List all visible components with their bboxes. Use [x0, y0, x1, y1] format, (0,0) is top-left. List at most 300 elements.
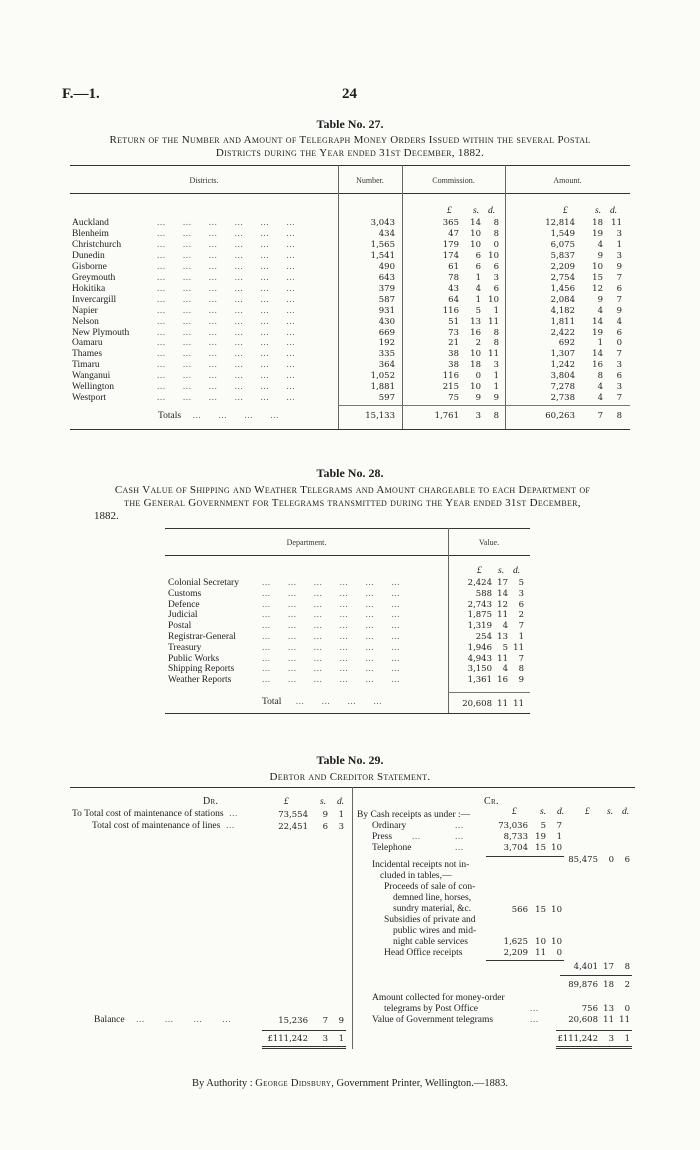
subsidies-shillings: 10: [535, 937, 546, 947]
order-count: 379: [378, 284, 395, 294]
order-count: 192: [378, 338, 395, 348]
amount-pounds: 4,182: [550, 306, 575, 316]
incidental-heading-2: cluded in tables,—: [380, 871, 452, 881]
cr-press-label: Press: [372, 832, 393, 842]
proceeds-line-3: sundry material, &c.: [393, 904, 472, 914]
imprint-footer: [0, 1078, 700, 1089]
commission-shillings: 10: [470, 240, 481, 250]
commission-pence: 6: [493, 262, 499, 272]
cr-ordinary-dots: ...: [455, 821, 464, 831]
order-count: 1,565: [370, 240, 395, 250]
commission-pence: 9: [493, 393, 499, 403]
cr-press-dots-1: ...: [412, 832, 421, 842]
commission-shillings: 10: [470, 349, 481, 359]
order-count: 597: [378, 393, 395, 403]
proceeds-pounds: 566: [511, 905, 528, 915]
amount-pence: 7: [616, 273, 622, 283]
department-name: Defence: [168, 600, 200, 610]
leader-dots: ... ... ... ... ... ...: [262, 664, 400, 674]
incidental-total-pounds: 4,401: [573, 962, 598, 972]
order-count: 643: [378, 273, 395, 283]
amount-shillings: 18: [592, 218, 603, 228]
leader-dots: ... ... ... ... ... ...: [157, 317, 295, 327]
leader-dots: ... ... ... ... ... ...: [262, 621, 400, 631]
dr-total-shillings: 3: [322, 1034, 328, 1044]
commission-pounds: 116: [442, 371, 459, 381]
commission-pounds: 365: [442, 218, 459, 228]
value-pounds: 1,946: [467, 643, 492, 653]
cr-telephone-dots: ...: [455, 843, 464, 853]
value-pounds: 4,943: [467, 654, 492, 664]
order-count: 587: [378, 295, 395, 305]
district-name: Wellington: [72, 382, 114, 392]
dr-lines-pence: 3: [338, 822, 344, 832]
amount-shillings: 4: [597, 393, 603, 403]
totals-amount-pounds: 60,263: [545, 411, 575, 421]
table-27-subtitle-line1: Return of the Number and Amount of Telegraph Money Orders Issued within the several Postal: [109, 134, 591, 146]
total-value-shillings: 11: [497, 699, 508, 709]
commission-pounds: 179: [442, 240, 459, 250]
value-pounds: 2,743: [467, 600, 492, 610]
incidental-subtotal-rule: [486, 960, 564, 961]
dr-stations-shillings: 9: [322, 810, 328, 820]
amount-pounds: 2,084: [550, 295, 575, 305]
commission-pounds: 21: [448, 338, 459, 348]
district-name: Oamaru: [72, 338, 103, 348]
district-name: Timaru: [72, 360, 100, 370]
commission-shillings: 16: [470, 328, 481, 338]
printer-name: George Didsbury: [255, 1078, 332, 1089]
district-name: New Plymouth: [72, 328, 130, 338]
amount-pence: 0: [616, 338, 622, 348]
commission-pence: 8: [493, 338, 499, 348]
district-name: Invercargill: [72, 295, 117, 305]
totals-number: 15,133: [365, 411, 395, 421]
amount-shillings: 9: [597, 295, 603, 305]
leader-dots: ... ... ... ... ... ...: [157, 306, 295, 316]
proceeds-pence: 10: [551, 905, 562, 915]
amount-shillings: 19: [592, 328, 603, 338]
amount-pence: 6: [616, 371, 622, 381]
col-header-districts: Districts.: [189, 176, 219, 185]
document-code: F.—1.: [62, 86, 100, 102]
dr-total-pence: 1: [338, 1034, 344, 1044]
commission-shillings: 18: [470, 360, 481, 370]
value-shillings: 17: [497, 578, 508, 588]
order-count: 430: [378, 317, 395, 327]
department-name: Colonial Secretary: [168, 578, 239, 588]
amount-shillings: 4: [597, 382, 603, 392]
incidental-total-pence: 8: [624, 962, 630, 972]
commission-pence: 11: [488, 317, 499, 327]
amount-pence: 3: [616, 382, 622, 392]
order-count: 364: [378, 360, 395, 370]
amount-pence: 6: [616, 284, 622, 294]
department-name: Weather Reports: [168, 675, 232, 685]
leader-dots: ... ... ... ... ... ...: [157, 240, 295, 250]
cr-pound-unit-2: £: [585, 807, 590, 817]
commission-pence: 1: [493, 306, 499, 316]
value-shillings: 4: [502, 621, 508, 631]
amount-pounds: 1,811: [550, 317, 575, 327]
total-value-pence: 11: [513, 699, 524, 709]
leader-dots: ... ... ... ... ... ...: [157, 273, 295, 283]
commission-shillings: 10: [470, 229, 481, 239]
commission-shillings: 13: [470, 317, 481, 327]
dr-stations-pounds: 73,554: [278, 810, 308, 820]
table-28-subtitle-line1: Cash Value of Shipping and Weather Telegrams and Amount chargeable to each Department of: [114, 484, 591, 496]
cr-press-pounds: 8,733: [503, 832, 528, 842]
head-office-label: Head Office receipts: [384, 948, 463, 958]
cr-ordinary-shillings: 5: [540, 821, 546, 831]
amount-pence: 7: [616, 349, 622, 359]
value-shillings: 12: [497, 600, 508, 610]
order-count: 1,541: [370, 251, 395, 261]
cr-telephone-pence: 10: [551, 843, 562, 853]
amount-pence: 6: [616, 328, 622, 338]
government-telegrams-shillings: 11: [603, 1015, 614, 1025]
commission-shillings: 1: [475, 295, 481, 305]
col-header-number: Number.: [356, 176, 384, 185]
proceeds-line-1: Proceeds of sale of con-: [384, 882, 476, 892]
value-pounds: 3,150: [467, 664, 492, 674]
head-office-pounds: 2,209: [503, 948, 528, 958]
cr-press-dots-2: ...: [455, 832, 464, 842]
debtor-heading: Dr.: [203, 796, 219, 807]
commission-pounds: 47: [448, 229, 459, 239]
total-value-pounds: 20,608: [462, 699, 492, 709]
cr-subtotal-shillings: 18: [603, 980, 614, 990]
district-name: Gisborne: [72, 262, 107, 272]
commission-pence: 6: [493, 284, 499, 294]
leader-dots: ... ... ... ... ... ...: [157, 371, 295, 381]
table-28-subtitle-line2: the General Government for Telegrams transmitted during the Year ended 31st December,: [124, 497, 581, 509]
value-pounds: 2,424: [467, 578, 492, 588]
leader-dots: ... ... ... ... ... ...: [262, 632, 400, 642]
government-telegrams-pence: 11: [619, 1015, 630, 1025]
cr-telephone-label: Telephone: [372, 843, 412, 853]
subsidies-line-2: public wires and mid-: [393, 926, 477, 936]
amount-pence: 7: [616, 295, 622, 305]
leader-dots: ... ... ... ... ... ...: [262, 654, 400, 664]
cr-cash-heading: By Cash receipts as under :—: [357, 810, 471, 820]
incidental-total-shillings: 17: [603, 962, 614, 972]
department-name: Shipping Reports: [168, 664, 235, 674]
totals-label-row: Totals ... ... ... ...: [158, 411, 279, 421]
amount-pounds: 2,754: [550, 273, 575, 283]
cr-telephone-shillings: 15: [535, 843, 546, 853]
amount-shillings: 16: [592, 360, 603, 370]
value-pence: 8: [518, 664, 524, 674]
commission-pounds: 38: [448, 360, 459, 370]
cr-shilling-unit-1: s.: [540, 807, 547, 817]
commission-pence: 3: [493, 360, 499, 370]
amount-pounds: 692: [558, 338, 575, 348]
subsidies-line-1: Subsidies of private and: [384, 915, 476, 925]
balance-row: Balance ... ... ... ...: [94, 1015, 231, 1025]
district-name: Auckland: [72, 218, 109, 228]
dr-lines-pounds: 22,451: [278, 822, 308, 832]
leader-dots: ... ... ... ... ... ...: [157, 251, 295, 261]
money-order-dots: ...: [530, 1004, 539, 1014]
cr-pound-unit-1: £: [512, 807, 517, 817]
leader-dots: ... ... ... ... ... ...: [262, 589, 400, 599]
value-pound-unit: £: [477, 566, 482, 576]
cr-shilling-unit-2: s.: [607, 807, 614, 817]
total-label-row: Total ... ... ... ...: [262, 697, 383, 707]
cr-total-double-rule: [556, 1046, 632, 1049]
amount-pence: 3: [616, 251, 622, 261]
cr-cash-total-pounds: 85,475: [568, 855, 598, 865]
commission-pounds: 38: [448, 349, 459, 359]
commission-pence: 1: [493, 371, 499, 381]
subsidies-line-3: night cable services: [393, 937, 468, 947]
order-count: 931: [378, 306, 395, 316]
leader-dots: ... ... ... ... ... ...: [157, 393, 295, 403]
value-pounds: 254: [475, 632, 492, 642]
cr-total-pence: 1: [624, 1034, 630, 1044]
district-name: Blenheim: [72, 229, 109, 239]
commission-pence: 1: [493, 382, 499, 392]
commission-shillings: 2: [475, 338, 481, 348]
amount-shillings: 8: [597, 371, 603, 381]
dr-total-pounds: £111,242: [267, 1034, 308, 1044]
value-shillings: 5: [502, 643, 508, 653]
value-shilling-unit: s.: [498, 566, 505, 576]
totals-amount-pence: 8: [616, 411, 622, 421]
commission-shilling-unit: s.: [473, 206, 480, 216]
amount-pence: 3: [616, 360, 622, 370]
amount-shillings: 9: [597, 251, 603, 261]
value-pence: 9: [518, 675, 524, 685]
government-telegrams-pounds: 20,608: [568, 1015, 598, 1025]
commission-pence: 10: [488, 251, 499, 261]
creditor-heading: Cr.: [484, 796, 499, 807]
money-order-pounds: 756: [581, 1004, 598, 1014]
table-27-title: Table No. 27.: [316, 117, 384, 131]
dr-total-double-rule: [262, 1046, 346, 1049]
district-name: Dunedin: [72, 251, 105, 261]
table-27-subtitle-line2: Districts during the Year ended 31st December, 1882.: [215, 147, 485, 159]
amount-pounds: 6,075: [550, 240, 575, 250]
amount-shillings: 15: [592, 273, 603, 283]
amount-pounds: 5,837: [550, 251, 575, 261]
district-name: Nelson: [72, 317, 99, 327]
table-27-bottom-rule: [70, 429, 630, 430]
department-name: Customs: [168, 589, 202, 599]
leader-dots: ... ... ... ... ... ...: [157, 382, 295, 392]
cr-subtotal-rule: [560, 975, 632, 976]
amount-pence: 4: [616, 317, 622, 327]
leader-dots: ... ... ... ... ... ...: [157, 218, 295, 228]
commission-shillings: 4: [475, 284, 481, 294]
totals-commission-shillings: 3: [475, 411, 481, 421]
commission-pounds: 215: [442, 382, 459, 392]
amount-shillings: 1: [597, 338, 603, 348]
value-pence-unit: d.: [513, 566, 521, 576]
amount-shillings: 4: [597, 240, 603, 250]
commission-pounds: 116: [442, 306, 459, 316]
commission-pounds: 73: [448, 328, 459, 338]
order-count: 1,881: [370, 382, 395, 392]
leader-dots: ... ... ... ... ... ...: [157, 262, 295, 272]
amount-pounds: 2,209: [550, 262, 575, 272]
amount-shillings: 12: [592, 284, 603, 294]
leader-dots: ... ... ... ... ... ...: [157, 295, 295, 305]
department-name: Registrar-General: [168, 632, 236, 642]
commission-pounds: 78: [448, 273, 459, 283]
value-pence: 7: [518, 621, 524, 631]
dr-pence-unit: d.: [337, 797, 345, 807]
value-pence: 2: [518, 610, 524, 620]
dr-stations-label: To Total cost of maintenance of stations: [72, 809, 224, 819]
amount-pounds: 1,549: [550, 229, 575, 239]
value-pence: 3: [518, 589, 524, 599]
money-order-shillings: 13: [603, 1004, 614, 1014]
dr-lines-shillings: 6: [322, 822, 328, 832]
amount-pence: 9: [616, 262, 622, 272]
commission-shillings: 6: [475, 251, 481, 261]
cr-telephone-pounds: 3,704: [503, 843, 528, 853]
order-count: 490: [378, 262, 395, 272]
leader-dots: ... ... ... ... ... ...: [262, 675, 400, 685]
proceeds-shillings: 15: [535, 905, 546, 915]
commission-pound-unit: £: [447, 206, 452, 216]
district-name: Christchurch: [72, 240, 122, 250]
amount-shillings: 10: [592, 262, 603, 272]
value-pence: 5: [518, 578, 524, 588]
commission-shillings: 6: [475, 262, 481, 272]
amount-pounds: 1,242: [550, 360, 575, 370]
table-28-header-rule: [165, 555, 530, 556]
head-office-shillings: 11: [535, 948, 546, 958]
value-shillings: 14: [497, 589, 508, 599]
district-name: Napier: [72, 306, 98, 316]
debit-credit-divider: [352, 787, 353, 1049]
table-27-header-rule: [70, 193, 630, 194]
amount-shillings: 19: [592, 229, 603, 239]
value-shillings: 4: [502, 664, 508, 674]
totals-commission-pence: 8: [493, 411, 499, 421]
commission-shillings: 9: [475, 393, 481, 403]
district-name: Hokitika: [72, 284, 106, 294]
page-number: 24: [342, 86, 357, 102]
commission-pounds: 174: [442, 251, 459, 261]
order-count: 335: [378, 349, 395, 359]
number-total-rule: [338, 405, 402, 406]
order-count: 1,052: [370, 371, 395, 381]
cr-pence-unit-1: d.: [557, 807, 565, 817]
amount-shilling-unit: s.: [595, 206, 602, 216]
dr-row-stations: To Total cost of maintenance of stations ...: [72, 809, 238, 819]
commission-pence: 10: [488, 295, 499, 305]
commission-shillings: 0: [475, 371, 481, 381]
district-name: Westport: [72, 393, 107, 403]
value-pounds: 1,319: [467, 621, 492, 631]
col-header-value: Value.: [478, 538, 500, 547]
district-name: Wanganui: [72, 371, 111, 381]
col-header-amount: Amount.: [553, 176, 582, 185]
leader-dots: ... ... ... ... ... ...: [157, 360, 295, 370]
commission-shillings: 1: [475, 273, 481, 283]
dr-row-lines: Total cost of maintenance of lines ...: [92, 821, 235, 831]
amount-pounds: 12,814: [545, 218, 575, 228]
commission-pounds: 75: [448, 393, 459, 403]
amount-pound-unit: £: [563, 206, 568, 216]
value-pence: 11: [513, 643, 524, 653]
cr-ordinary-pence: 7: [556, 821, 562, 831]
imprint-suffix: , Government Printer, Wellington.—1883.: [331, 1078, 508, 1089]
commission-pence: 11: [488, 349, 499, 359]
commission-pence: 3: [493, 273, 499, 283]
dr-total-rule: [262, 1030, 346, 1031]
cr-press-pence: 1: [556, 832, 562, 842]
totals-amount-shillings: 7: [597, 411, 603, 421]
cr-total-rule: [556, 1030, 632, 1031]
commission-pounds: 43: [448, 284, 459, 294]
order-count: 434: [378, 229, 395, 239]
col-header-department: Department.: [286, 538, 327, 547]
commission-shillings: 5: [475, 306, 481, 316]
balance-pounds: 15,236: [278, 1016, 308, 1026]
commission-pence: 8: [493, 218, 499, 228]
value-pence: 6: [518, 600, 524, 610]
amount-pence: 7: [616, 393, 622, 403]
commission-pence: 8: [493, 229, 499, 239]
totals-label: Totals: [158, 411, 182, 421]
table-27-top-rule: [70, 165, 630, 166]
leader-dots: ... ... ... ... ... ...: [157, 284, 295, 294]
department-name: Judicial: [168, 610, 198, 620]
amount-pounds: 1,307: [550, 349, 575, 359]
cr-ordinary-pounds: 73,036: [498, 821, 528, 831]
table-29-subtitle: Debtor and Creditor Statement.: [269, 771, 431, 783]
leader-dots: ... ... ... ... ... ...: [157, 338, 295, 348]
value-total-rule: [448, 692, 530, 693]
amount-pounds: 1,456: [550, 284, 575, 294]
amount-pence-unit: d.: [610, 206, 618, 216]
district-name: Greymouth: [72, 273, 116, 283]
commission-total-rule: [402, 405, 505, 406]
cr-total-shillings: 3: [608, 1034, 614, 1044]
balance-label: Balance: [94, 1015, 125, 1025]
order-count: 3,043: [370, 218, 395, 228]
cash-subtotal-rule: [486, 856, 564, 857]
department-name: Public Works: [168, 654, 220, 664]
dr-shilling-unit: s.: [320, 797, 327, 807]
money-order-line-1: Amount collected for money-order: [372, 993, 505, 1003]
commission-pounds: 51: [448, 317, 459, 327]
amount-pence: 9: [616, 306, 622, 316]
leader-dots: ... ... ... ... ... ...: [262, 600, 400, 610]
col-header-commission: Commission.: [432, 176, 475, 185]
leader-dots: ... ... ... ... ... ...: [157, 349, 295, 359]
cr-subtotal-pence: 2: [624, 980, 630, 990]
value-shillings: 11: [497, 610, 508, 620]
leader-dots: ... ... ... ... ... ...: [157, 328, 295, 338]
commission-pence: 0: [493, 240, 499, 250]
value-pounds: 1,361: [467, 675, 492, 685]
amount-shillings: 14: [592, 349, 603, 359]
table-28-bottom-rule: [165, 713, 530, 714]
commission-pounds: 64: [448, 295, 459, 305]
commission-pence: 8: [493, 328, 499, 338]
head-office-pence: 0: [556, 948, 562, 958]
cr-press-shillings: 19: [535, 832, 546, 842]
table-28-subtitle-line3: 1882.: [94, 510, 119, 522]
leader-dots: ... ... ... ... ... ...: [262, 610, 400, 620]
table-28-title: Table No. 28.: [316, 466, 384, 480]
